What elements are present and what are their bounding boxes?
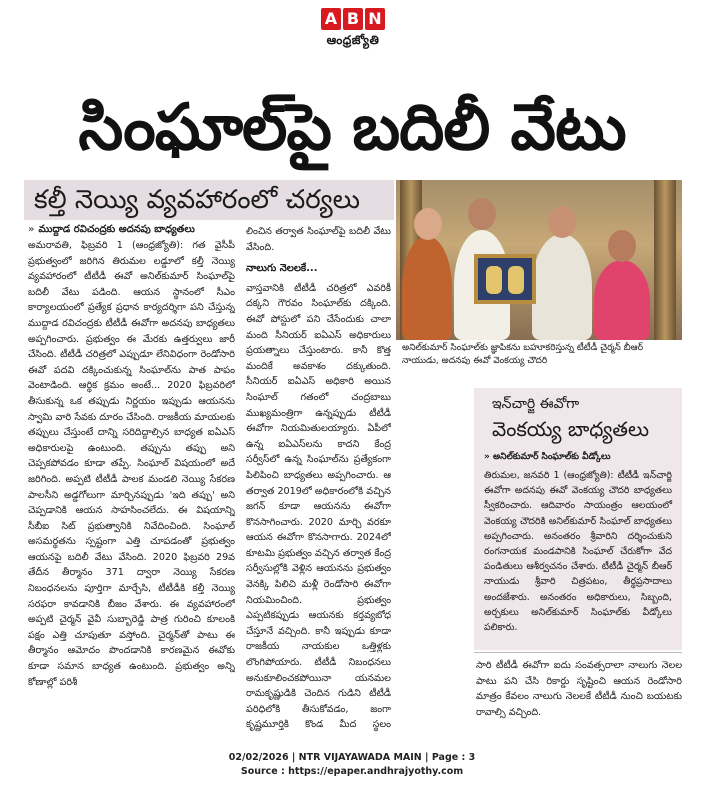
byline-marker-icon: » <box>484 452 493 462</box>
byline-marker-icon: » <box>28 224 35 235</box>
logo-letter-a: A <box>321 8 341 30</box>
sidebar-title: వెంకయ్య బాధ్యతలు <box>492 417 650 441</box>
photo-caption: అనిల్‌కుమార్ సింఘాల్‌కు జ్ఞాపికను బహూకరిస్తున్న టీటీడీ చైర్మన్ బీఆర్ నాయుడు, అదనపు ఈవో వెంకయ్య చౌదరి <box>396 342 682 382</box>
article-text-col2-body: వాస్తవానికి టీటీడీ చరిత్రలో ఎవరికీ దక్కని గౌరవం సింఘాల్‌కు దక్కింది. ఈవో పోస్టులో పని చేసేందుకు చాలా మంది సీనియర్ ఐఏఎస్ అధికారులు ప్రయత్నాలు చేస్తుంటారు. కానీ కొత్త మందికే అవకాశం దక్కుతుంది. సీనియర్ ఐఏఎస్ అధికారి అయిన సింఘాల్ గతంలో చంద్రబాబు ముఖ్యమంత్రిగా ఉన్నప్పుడు టీటీడీ ఈవోగా నియమితులయ్యారు. ఏపీలో ఉన్న ఐఏఎస్‌లను కాదని కేంద్ర సర్వీస్‌లో ఉన్న సింఘాల్‌ను ప్రత్యేకంగా పిలిపించి బాధ్యతలు అప్పగించారు. ఆ తర్వాత 2019లో అధికారంలోకి వచ్చిన జగన్ కూడా ఆయనను ఈవోగా కొనసాగించారు. 2020 మార్చి వరకూ ఆయన ఈవోగా కొనసాగారు. 2024లో కూటమి ప్రభుత్వం వచ్చిన తర్వాత కేంద్ర సర్వీసుల్లోకి వెళ్లిన ఆయనను ప్రభుత్వం వెనక్కి పిలిచి మళ్లీ రెండోసారి ఈవోగా నియమించింది. ప్రభుత్వం ఎప్పటికప్పుడు ఆయనకు కర్తవ్యబోధ చేస్తూనే వచ్చింది. కానీ ఇప్పుడు కూడా రాజకీయ నాయకుల ఒత్తిళ్లకు లొంగిపోయారు. టీటీడీ నిబంధనలు అనుకూలించకపోయినా యనమల రామకృష్ణుడికి చెందిన గుడిని టీటీడీ పరిధిలోకి తీసుకోవడం, జంగా కృష్ణమూర్తికి కొండ మీద స్థలం <box>246 282 391 731</box>
section-heading: నాలుగు నెలలకే... <box>246 263 318 275</box>
byline <box>28 223 195 237</box>
sidebar-byline <box>484 452 672 464</box>
footer-date-edition: 02/02/2026 | NTR VIJAYAWADA MAIN | Page : 3 <box>228 752 476 763</box>
headline: సింఘాల్‌పై బదిలీ వేటు <box>78 91 626 165</box>
logo-letter-n: N <box>365 8 385 30</box>
logo-letter-b: B <box>343 8 363 30</box>
news-photo <box>396 180 682 340</box>
footer-source: Source : https://epaper.andhrajyothy.com <box>240 766 464 777</box>
divider <box>474 652 682 653</box>
sidebar-body: తిరుమల, జనవరి 1 (ఆంధ్రజ్యోతి): టీటీడీ ఇన్‌చార్జి ఈవోగా అదనపు ఈవో వెంకయ్య చౌదరి బాధ్యతలు స్వీకరించారు. ఆదివారం సాయంత్రం ఆలయంలో వెంకయ్య చౌదరికి అనిల్‌కుమార్ సింఘాల్ బాధ్యతలు అప్పగించారు. అనంతరం శ్రీవారిని దర్శించుకుని రంగనాయక మండపానికి సింఘాల్ చేరుకోగా వేద పండితులు ఆశీర్వచనం చేశారు. టీటీడీ చైర్మన్ బీఆర్ నాయుడు శ్రీవారి చిత్రపటం, తీర్థప్రసాదాలు అందజేశారు. అనంతరం అధికారులు, సిబ్బంది, అర్చకులు అనిల్‌కుమార్ సింఘాల్‌కు వీడ్కోలు పలికారు. <box>484 470 672 634</box>
sidebar-story <box>474 388 682 650</box>
article-text-col1: అమరావతి, ఫిబ్రవరి 1 (ఆంధ్రజ్యోతి): గత వైసీపీ ప్రభుత్వంలో జరిగిన తిరుమల లడ్డూలో కల్తీ నెయ్యి వ్యవహారంలో టీటీడీ ఈవో అనిల్‌కుమార్ సింఘాల్‌పై బదిలీ వేటు పడింది. ఆయన స్థానంలో సీఎం కార్యాలయంలో ప్రత్యేక ప్రధాన కార్యదర్శిగా పని చేస్తున్న ముద్దాడ రవిచంద్రకు టీటీడీ ఈవోగా అదనపు బాధ్యతలు అప్పగించారు. ప్రభుత్వం ఈ మేరకు ఉత్తర్వులు జారీ చేసింది. టీటీడీ చరిత్రలో ఎప్పుడూ లేనివిధంగా రెండోసారి ఈవో పదవి దక్కించుకున్న సింఘాల్‌ను పాత పాపం వెంటాడింది. ఆర్థిక క్రమం అంటే... 2020 ఫిబ్రవరిలో తీసుకున్న ఒక తప్పుడు నిర్ణయం ఇప్పుడు ఆయనను స్వామి వారి సేవకు దూరం చేసింది. రాజకీయ మాయలకు తప్పులు చేస్తుంటే దాన్ని సరిదిద్దాల్సిన బాధ్యత ఐఏఎస్ అధికారులపై ఉంటుంది. తప్పును తప్పు అని చెప్పకపోవడం కూడా తప్పే. సింఘాల్ విషయంలో అదే జరిగింది. అప్పటి టీటీడీ పాలక మండలి నెయ్యి సేకరణ పాలసీని అడ్డగోలుగా మార్చినప్పుడు 'ఇది తప్పు' అని చెప్పడానికి ఆయన సాహసించలేదు. ఈ విషయాన్ని సీబీఐ సిట్ ప్రభుత్వానికి నివేదించింది. సింఘాల్ అసమర్థతను స్పష్టంగా ఎత్తి చూపడంతో ప్రభుత్వం ఆయనపై బదిలీ వేటు వేసింది. 2020 ఫిబ్రవరి 29వ తేదీన తీర్మానం 371 ద్వారా నెయ్యి సేకరణ నిబంధనలను పూర్తిగా మార్చేసి, టీటీడీకి కల్తీ నెయ్యి సరఫరా కావడానికి బీజం వేశారు. ఈ వ్యవహారంలో అప్పటి చైర్మన్ వైవీ సుబ్బారెడ్డి పాత్ర గురించి కూలంకి పక్షం ఎత్తి చూపుతూ వస్తోంది. చైర్మన్‌తో పాటు ఈ తీర్మానం ఆమోదం పొందడానికి కారణమైన ఈవోకు కూడా సమాన బాధ్యత ఉంటుంది. ప్రభుత్వం అన్ని కోణాల్లో పరిశీ <box>28 240 235 688</box>
sidebar-kicker: ఇన్‌చార్జి ఈవోగా <box>492 396 580 412</box>
article-column-2 <box>246 224 391 735</box>
subheadline: కల్తీ నెయ్యి వ్యవహారంలో చర్యలు <box>24 180 394 220</box>
article-column-1 <box>28 238 235 735</box>
article-text-col3: సారి టీటీడీ ఈవోగా ఐదు సంవత్సరాలా నాలుగు నెలల పాటు పని చేసి రికార్డు సృష్టించి ఆయన రెండోసారి మాత్రం కేవలం నాలుగు నెలలకే టీటీడీ నుంచి బయటకు రావాల్సి వచ్చింది. <box>476 660 682 718</box>
memento-frame <box>474 254 536 304</box>
article-text-col2-top: లించిన తర్వాత సింఘాల్‌పై బదిలీ వేటు వేసింది. <box>246 226 391 253</box>
byline-text: ముద్దాడ రవిచంద్రకు అదనపు బాధ్యతలు <box>38 224 195 235</box>
article-column-3 <box>476 658 682 738</box>
sidebar-byline-text: అనిల్‌కుమార్ సింఘాల్‌కు వీడ్కోలు <box>492 452 611 462</box>
logo-subtitle: ఆంధ్రజ్యోతి <box>326 33 380 47</box>
abn-logo <box>318 8 388 58</box>
